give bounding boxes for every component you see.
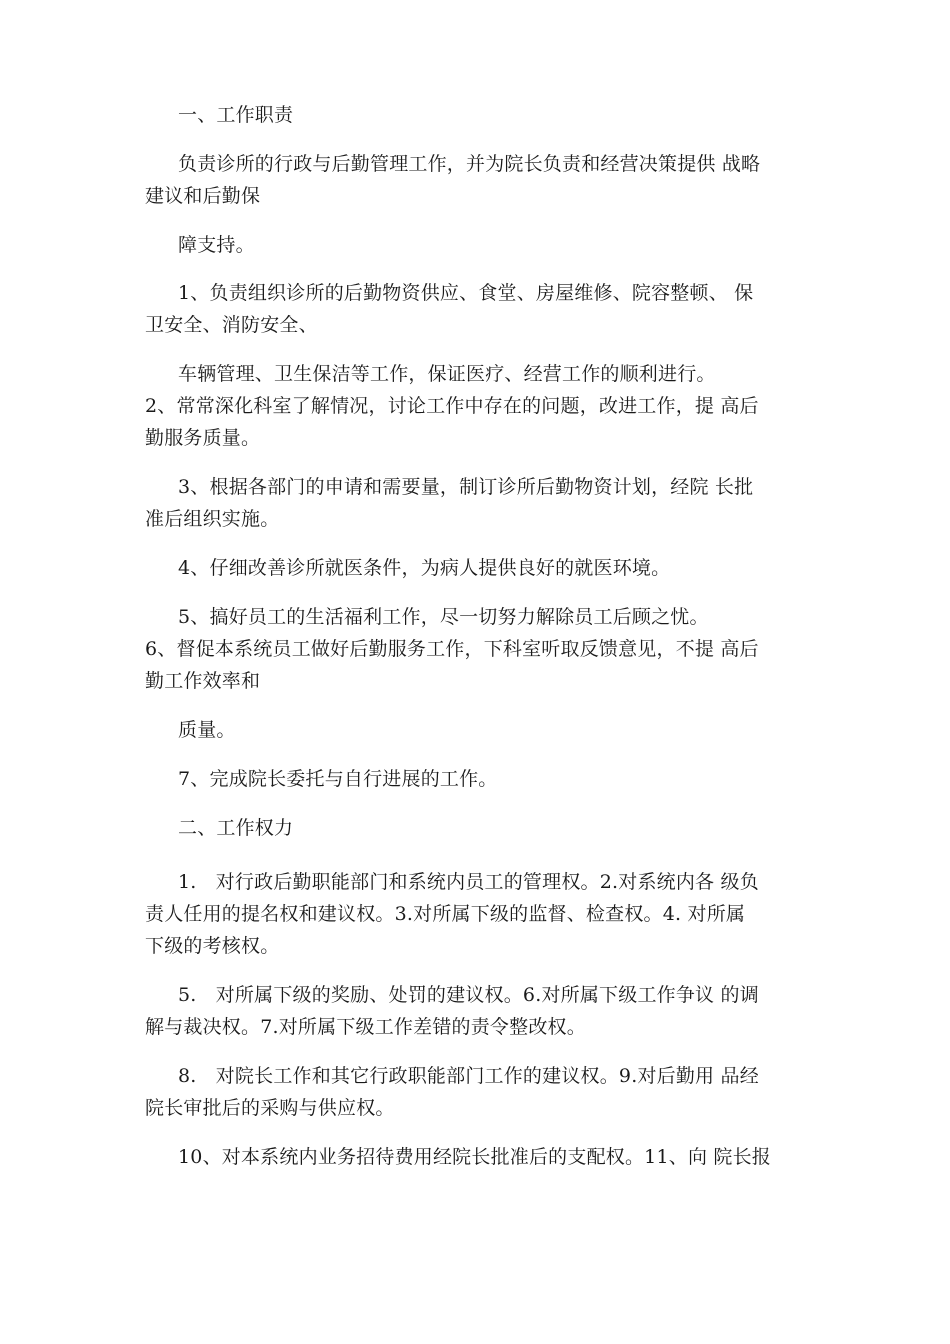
paragraph-line: 负责诊所的行政与后勤管理工作，并为院长负责和经营决策提供 战略: [178, 153, 761, 175]
paragraph-line: 院长审批后的采购与供应权。: [145, 1097, 395, 1119]
paragraph-line: 3、根据各部门的申请和需要量，制订诊所后勤物资计划，经院 长批: [178, 476, 754, 498]
paragraph-line: 建议和后勤保: [145, 185, 261, 207]
paragraph-line: 卫安全、消防安全、: [145, 314, 318, 336]
heading-job-duties: 一、工作职责: [178, 104, 294, 126]
paragraph-line: 障支持。: [178, 234, 255, 256]
paragraph-line: 5. 对所属下级的奖励、处罚的建议权。6.对所属下级工作争议 的调: [178, 984, 759, 1006]
paragraph-line: 勤工作效率和: [145, 670, 261, 692]
paragraph-line: 下级的考核权。: [145, 935, 280, 957]
paragraph-line: 1、负责组织诊所的后勤物资供应、食堂、房屋维修、院容整顿、 保: [178, 282, 754, 304]
paragraph-line: 6、督促本系统员工做好后勤服务工作，下科室听取反馈意见，不提 高后: [145, 638, 759, 660]
paragraph-line: 1. 对行政后勤职能部门和系统内员工的管理权。2.对系统内各 级负: [178, 871, 759, 893]
paragraph-line: 2、常常深化科室了解情况，讨论工作中存在的问题，改进工作，提 高后: [145, 395, 759, 417]
paragraph-line: 质量。: [178, 719, 236, 741]
paragraph-line: 解与裁决权。7.对所属下级工作差错的责令整改权。: [145, 1016, 586, 1038]
paragraph-line: 准后组织实施。: [145, 508, 280, 530]
paragraph-line: 勤服务质量。: [145, 427, 261, 449]
paragraph-line: 8. 对院长工作和其它行政职能部门工作的建议权。9.对后勤用 品经: [178, 1065, 759, 1087]
paragraph-line: 责人任用的提名权和建议权。3.对所属下级的监督、检查权。4. 对所属: [145, 903, 746, 925]
paragraph-line: 5、搞好员工的生活福利工作，尽一切努力解除员工后顾之忧。: [178, 606, 709, 628]
paragraph-line: 7、完成院长委托与自行进展的工作。: [178, 768, 498, 790]
heading-job-powers: 二、工作权力: [178, 817, 294, 839]
paragraph-line: 车辆管理、卫生保洁等工作，保证医疗、经营工作的顺利进行。: [178, 363, 716, 385]
paragraph-line: 4、仔细改善诊所就医条件，为病人提供良好的就医环境。: [178, 557, 671, 579]
paragraph-line: 10、对本系统内业务招待费用经院长批准后的支配权。11、向 院长报: [178, 1146, 771, 1168]
